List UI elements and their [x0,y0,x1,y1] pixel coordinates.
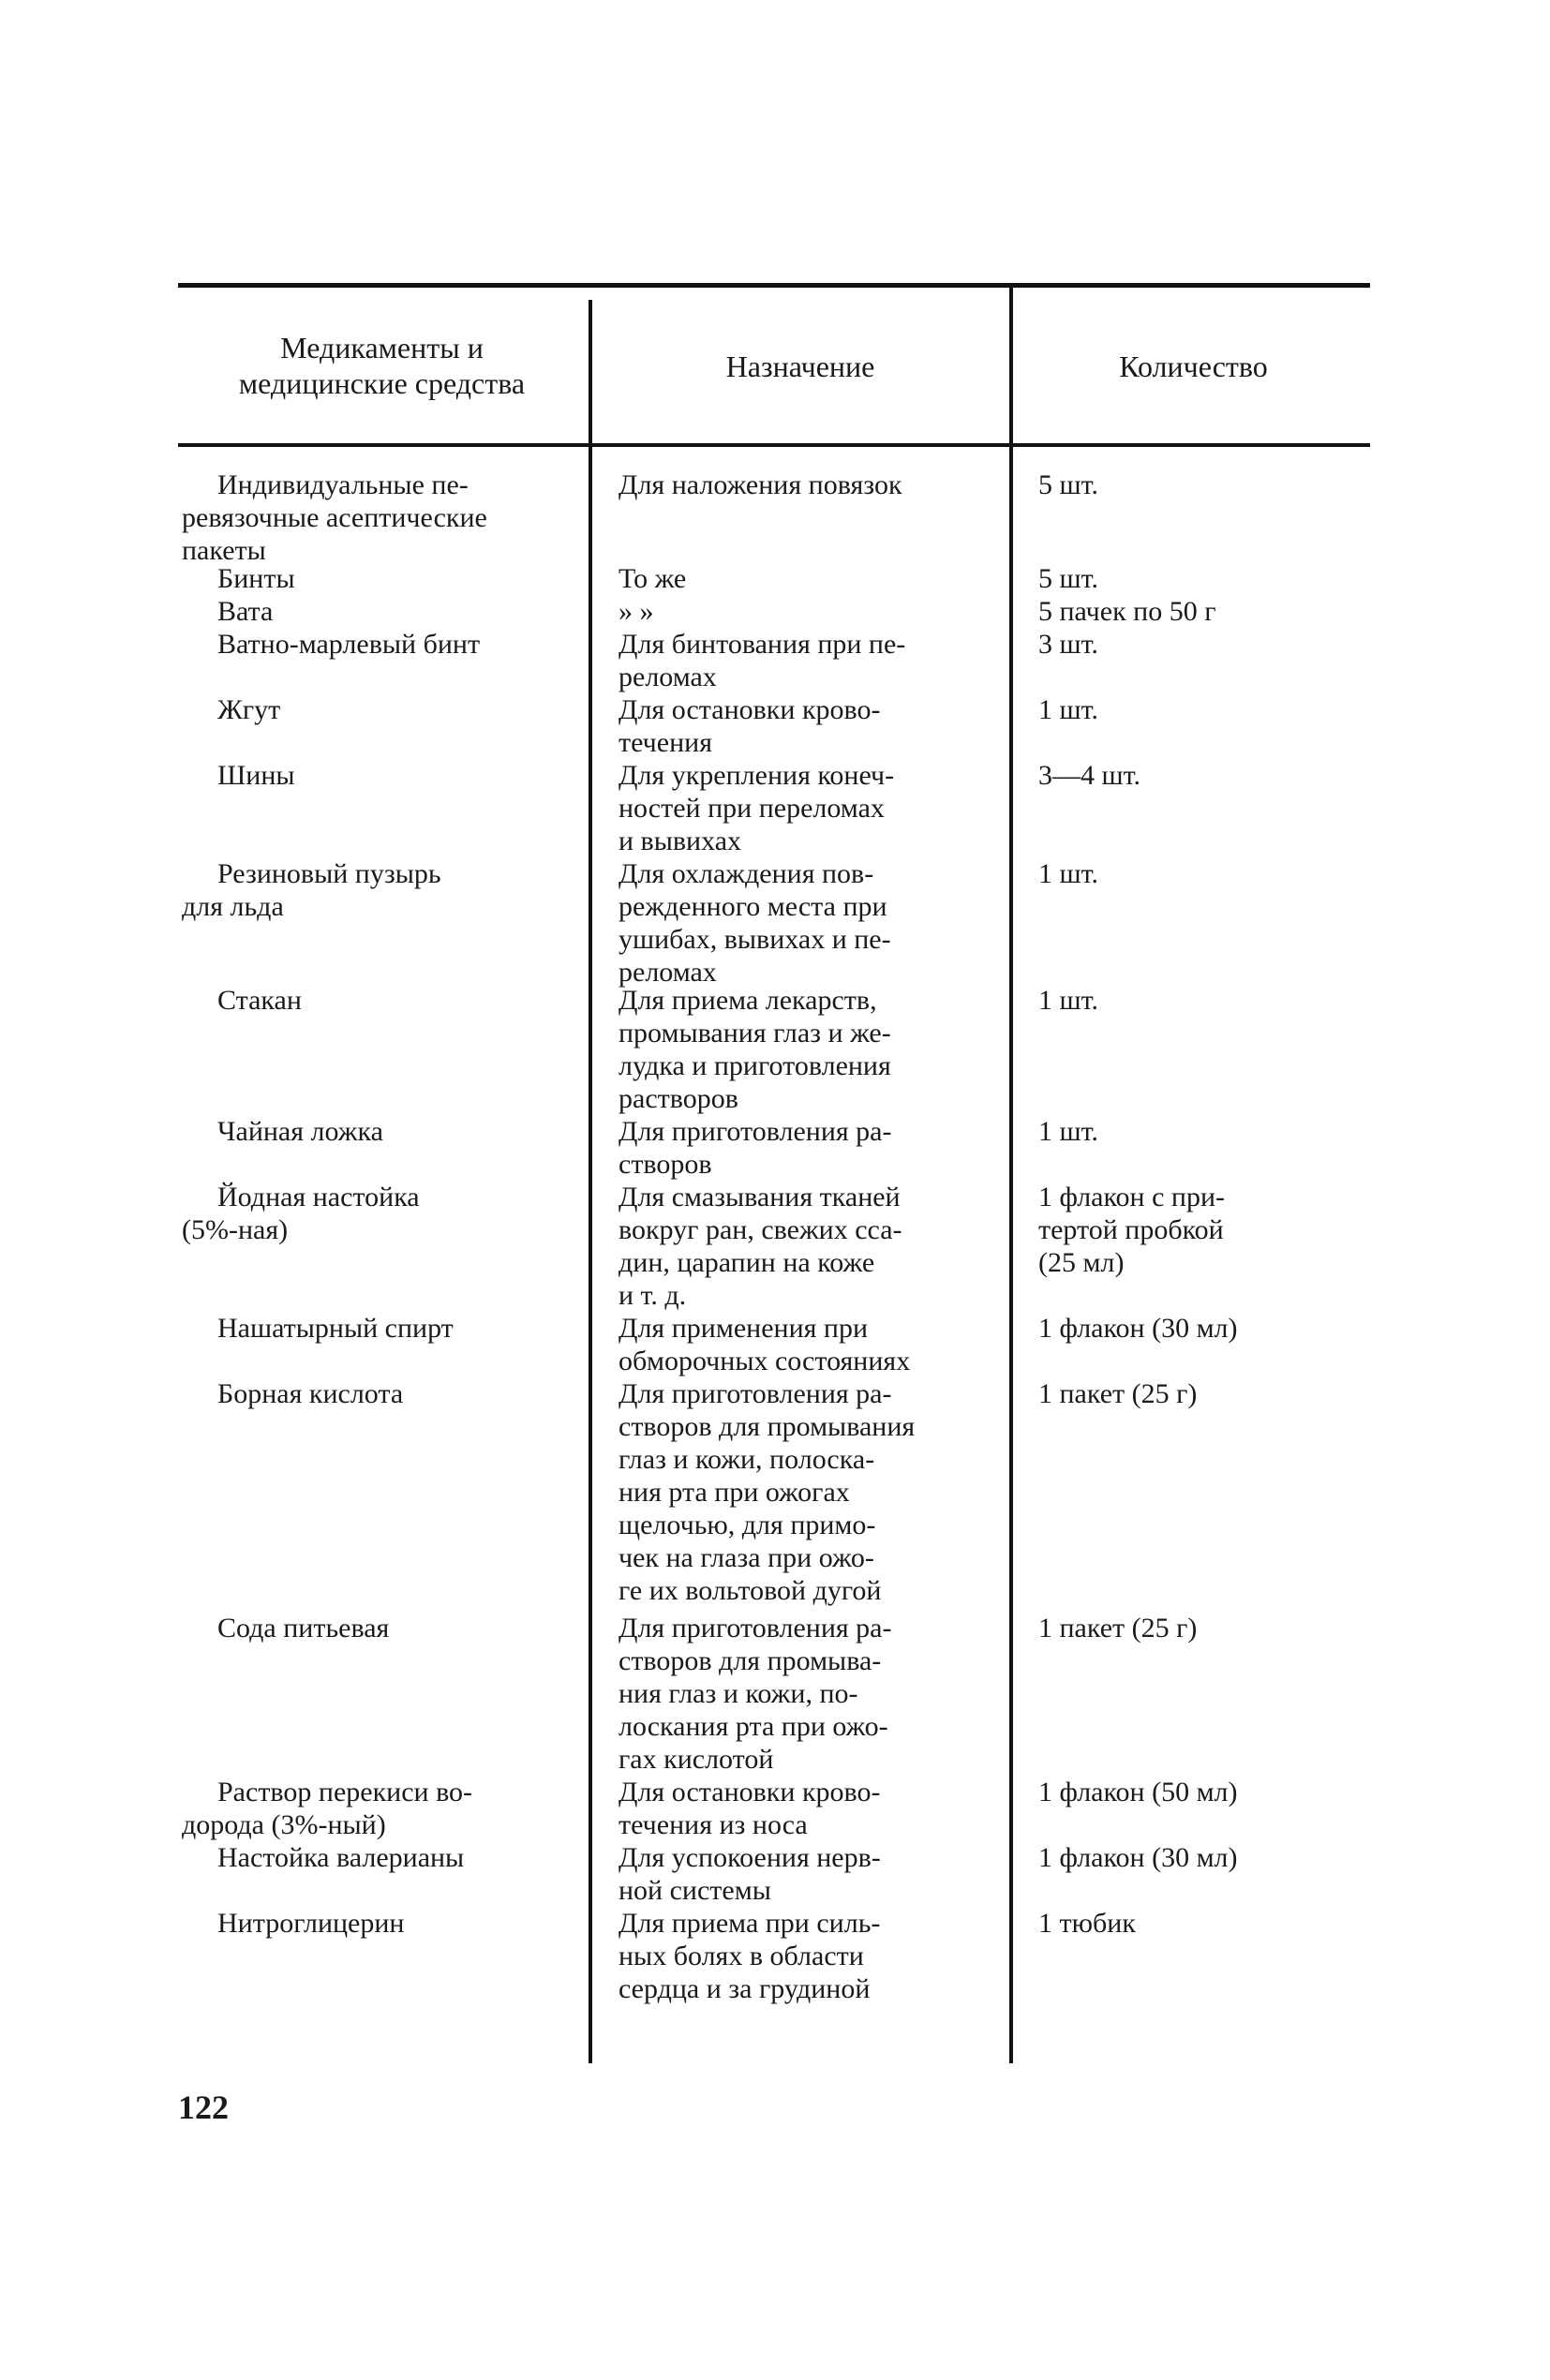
row-2-name [182,595,581,628]
row-11-purpose-line-4: щелочью, для примо- [619,1510,876,1540]
row-8-name [182,1115,581,1148]
row-13-name-line-1: дорода (3%-ный) [182,1809,386,1840]
row-14-name [182,1841,581,1874]
row-6-purpose-line-3: реломах [619,957,717,988]
row-12-quantity [1038,1612,1370,1644]
row-11-name-line-0: Борная кислота [217,1378,404,1409]
row-2-quantity [1038,595,1370,628]
row-1-name [182,562,581,595]
row-9-name [182,1181,581,1246]
row-10-purpose-line-1: обморочных состояниях [619,1346,911,1376]
row-14-purpose [619,1841,1010,1907]
row-6-name [182,857,581,923]
row-4-quantity [1038,693,1370,726]
row-14-name-line-0: Настойка валерианы [217,1842,465,1873]
row-14-quantity [1038,1841,1370,1874]
row-13-name [182,1776,581,1841]
row-8-purpose [619,1115,1010,1181]
row-7-quantity-line-0: 1 шт. [1038,985,1098,1016]
row-12-purpose-line-3: лоскания рта при ожо- [619,1711,888,1742]
row-4-purpose-line-0: Для остановки крово- [619,694,881,725]
row-10-name-line-0: Нашатырный спирт [217,1313,454,1344]
row-9-purpose-line-3: и т. д. [619,1280,687,1311]
row-3-name [182,628,581,661]
row-8-quantity [1038,1115,1370,1148]
row-1-quantity [1038,562,1370,595]
row-7-purpose-line-1: промывания глаз и же- [619,1018,891,1049]
row-13-name-line-0: Раствор перекиси во- [217,1777,473,1807]
row-11-purpose-line-6: ге их вольтовой дугой [619,1575,882,1606]
row-3-purpose [619,628,1010,693]
row-9-purpose [619,1181,1010,1312]
row-8-name-line-0: Чайная ложка [217,1116,383,1147]
row-3-name-line-0: Ватно-марлевый бинт [217,629,481,660]
row-11-purpose-line-0: Для приготовления ра- [619,1378,892,1409]
row-12-purpose-line-0: Для приготовления ра- [619,1613,892,1644]
row-4-purpose-line-1: течения [619,727,712,758]
row-12-purpose-line-1: створов для промыва- [619,1645,882,1676]
row-15-quantity [1038,1907,1370,1940]
row-5-name [182,759,581,792]
header-medicines-line-1: Медикаменты и [280,331,484,364]
row-9-quantity [1038,1181,1370,1279]
row-4-purpose [619,693,1010,759]
row-3-purpose-line-0: Для бинтования при пе- [619,629,906,660]
header-medicines [183,330,581,401]
row-13-purpose-line-1: течения из носа [619,1809,808,1840]
row-0-purpose-line-0: Для наложения повязок [619,469,902,500]
row-13-purpose [619,1776,1010,1841]
row-15-name-line-0: Нитроглицерин [217,1908,405,1939]
row-15-quantity-line-0: 1 тюбик [1038,1908,1136,1939]
row-4-name-line-0: Жгут [217,694,281,725]
row-2-purpose-line-0: » » [619,596,654,627]
row-5-purpose-line-2: и вывихах [619,826,742,856]
row-15-purpose [619,1907,1010,2005]
header-medicines-line-2: медицинские средства [238,366,526,400]
row-15-purpose-line-1: ных болях в области [619,1941,864,1971]
row-1-purpose-line-0: То же [619,563,687,594]
row-6-purpose-line-2: ушибах, вывихах и пе- [619,924,891,955]
row-3-purpose-line-1: реломах [619,662,717,692]
row-9-name-line-0: Йодная настойка [217,1182,420,1212]
row-15-name [182,1907,581,1940]
row-12-purpose-line-2: ния глаз и кожи, по- [619,1678,858,1709]
row-11-quantity [1038,1377,1370,1410]
row-9-quantity-line-1: тертой пробкой [1038,1214,1224,1245]
row-12-quantity-line-0: 1 пакет (25 г) [1038,1613,1198,1644]
row-13-quantity [1038,1776,1370,1808]
row-11-purpose-line-2: глаз и кожи, полоска- [619,1444,875,1475]
row-5-purpose-line-0: Для укрепления конеч- [619,760,895,791]
row-0-quantity [1038,469,1370,501]
row-10-purpose-line-0: Для применения при [619,1313,869,1344]
row-0-name-line-2: пакеты [182,535,266,566]
row-10-quantity-line-0: 1 флакон (30 мл) [1038,1313,1238,1344]
row-9-name-line-1: (5%-ная) [182,1214,289,1245]
row-6-name-line-0: Резиновый пузырь [217,858,441,889]
column-divider-1 [589,300,592,2063]
row-0-name-line-1: ревязочные асептические [182,502,487,533]
header-purpose: Назначение [725,350,875,383]
row-7-purpose-line-3: растворов [619,1083,738,1114]
row-9-quantity-line-0: 1 флакон с при- [1038,1182,1225,1212]
row-2-purpose [619,595,1010,628]
row-11-purpose-line-1: створов для промывания [619,1411,916,1442]
row-11-purpose [619,1377,1010,1607]
row-12-name [182,1612,581,1644]
row-7-purpose-line-2: лудка и приготовления [619,1050,891,1081]
row-9-purpose-line-1: вокруг ран, свежих сса- [619,1214,902,1245]
row-13-quantity-line-0: 1 флакон (50 мл) [1038,1777,1238,1807]
row-6-name-line-1: для льда [182,891,284,922]
row-11-purpose-line-3: ния рта при ожогах [619,1477,850,1508]
row-7-purpose [619,984,1010,1115]
row-11-purpose-line-5: чек на глаза при ожо- [619,1542,874,1573]
row-14-purpose-line-1: ной системы [619,1875,771,1906]
table-top-rule [178,283,1370,288]
row-10-purpose [619,1312,1010,1377]
row-0-quantity-line-0: 5 шт. [1038,469,1098,500]
row-11-quantity-line-0: 1 пакет (25 г) [1038,1378,1198,1409]
row-12-purpose [619,1612,1010,1776]
row-3-quantity [1038,628,1370,661]
row-15-purpose-line-0: Для приема при силь- [619,1908,881,1939]
row-4-quantity-line-0: 1 шт. [1038,694,1098,725]
row-1-quantity-line-0: 5 шт. [1038,563,1098,594]
row-10-name [182,1312,581,1345]
row-12-name-line-0: Сода питьевая [217,1613,390,1644]
row-6-purpose-line-0: Для охлаждения пов- [619,858,874,889]
row-6-purpose [619,857,1010,989]
row-7-name-line-0: Стакан [217,985,302,1016]
row-7-name [182,984,581,1017]
row-8-purpose-line-0: Для приготовления ра- [619,1116,892,1147]
row-3-quantity-line-0: 3 шт. [1038,629,1098,660]
row-0-name-line-0: Индивидуальные пе- [217,469,469,500]
row-10-quantity [1038,1312,1370,1345]
header-quantity: Количество [1119,350,1268,383]
row-9-purpose-line-2: дин, царапин на коже [619,1247,875,1278]
row-14-quantity-line-0: 1 флакон (30 мл) [1038,1842,1238,1873]
row-6-quantity-line-0: 1 шт. [1038,858,1098,889]
row-5-purpose-line-1: ностей при переломах [619,793,885,824]
row-8-quantity-line-0: 1 шт. [1038,1116,1098,1147]
row-8-purpose-line-1: створов [619,1149,712,1180]
row-2-name-line-0: Вата [217,596,274,627]
row-0-purpose [619,469,1010,501]
row-5-name-line-0: Шины [217,760,295,791]
row-5-quantity-line-0: 3—4 шт. [1038,760,1140,791]
row-6-quantity [1038,857,1370,890]
row-14-purpose-line-0: Для успокоения нерв- [619,1842,881,1873]
row-12-purpose-line-4: гах кислотой [619,1744,774,1775]
row-0-name [182,469,581,567]
row-7-purpose-line-0: Для приема лекарств, [619,985,877,1016]
row-4-name [182,693,581,726]
row-5-purpose [619,759,1010,857]
row-9-quantity-line-2: (25 мл) [1038,1247,1125,1278]
row-1-name-line-0: Бинты [217,563,295,594]
row-2-quantity-line-0: 5 пачек по 50 г [1038,596,1216,627]
table-header-rule [178,443,1370,447]
row-1-purpose [619,562,1010,595]
row-11-name [182,1377,581,1410]
row-15-purpose-line-2: сердца и за грудиной [619,1973,871,2004]
row-6-purpose-line-1: режденного места при [619,891,887,922]
page-number: 122 [178,2089,229,2126]
row-7-quantity [1038,984,1370,1017]
row-5-quantity [1038,759,1370,792]
row-9-purpose-line-0: Для смазывания тканей [619,1182,901,1212]
row-13-purpose-line-0: Для остановки крово- [619,1777,881,1807]
